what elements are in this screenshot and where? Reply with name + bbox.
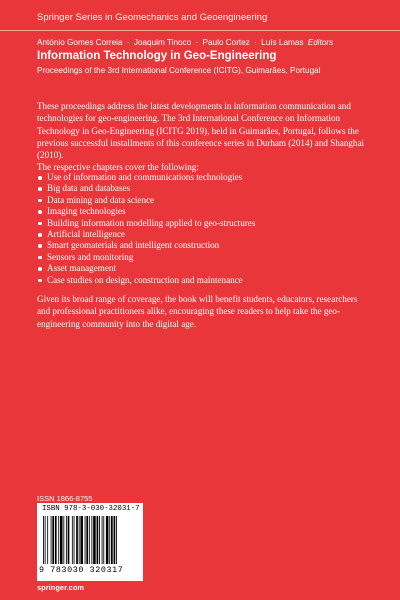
barcode-bar	[43, 516, 44, 564]
barcode-bar	[102, 516, 103, 564]
barcode-bar	[72, 516, 73, 564]
barcode-bar	[93, 516, 96, 564]
editor-separator: ·	[195, 38, 199, 47]
topic-item: Big data and databases	[37, 183, 255, 194]
barcode-bar	[60, 516, 63, 564]
barcode-box	[37, 503, 143, 581]
barcode-bar	[47, 516, 48, 564]
barcode-bar	[86, 516, 88, 564]
barcode-bar	[79, 516, 80, 564]
topic-item: Imaging technologies	[37, 206, 255, 217]
barcode-bar	[58, 516, 59, 564]
barcode-bar	[63, 516, 64, 564]
topic-item: Case studies on design, construction and maintenance	[37, 275, 255, 286]
issn-label: ISSN 1866-8755	[37, 494, 93, 503]
editor-name: Joaquim Tinoco	[133, 38, 192, 47]
barcode-bar	[109, 516, 110, 564]
editor-name: Luís Lamas	[261, 38, 304, 47]
barcode-number: 9 783030 320317	[39, 565, 124, 575]
barcode-bar	[116, 516, 117, 564]
topic-list	[37, 172, 255, 286]
barcode-bar	[103, 516, 104, 564]
editor-name: Paulo Cortez	[202, 38, 250, 47]
editor-name: António Gomes Correia	[37, 38, 123, 47]
topic-item: Artificial intelligence	[37, 229, 255, 240]
topic-item: Smart geomaterials and intelligent construction	[37, 240, 255, 251]
barcode-bar	[99, 516, 100, 564]
publisher-website: springer.com	[37, 583, 85, 592]
closing-paragraph: Given its broad range of coverage, the book will benefit students, educators, researchers and professional practitioners alike, encouraging these readers to help take the geo-engineering community into the digital age.	[37, 294, 358, 329]
topic-item: Asset management	[37, 263, 255, 274]
topic-item: Building information modelling applied to geo-structures	[37, 218, 255, 229]
barcode-bar	[68, 516, 70, 564]
barcode-bar	[66, 516, 67, 564]
barcode-bar	[52, 516, 54, 564]
barcode-bar	[97, 516, 99, 564]
barcode-bar	[85, 516, 86, 564]
barcode-bar	[91, 516, 92, 564]
barcode-bar	[111, 516, 113, 564]
book-title: Information Technology in Geo-Engineering	[37, 50, 277, 62]
editor-separator: ·	[254, 38, 257, 47]
topic-item: Data mining and data science	[37, 195, 255, 206]
series-title: Springer Series in Geomechanics and Geoengineering	[37, 12, 268, 23]
barcode-bar	[80, 516, 83, 564]
header-divider	[0, 30, 400, 31]
barcode-bar	[89, 516, 90, 564]
barcode-bar	[106, 516, 109, 564]
editors-line	[37, 38, 333, 47]
topic-item: Use of information and communications technologies	[37, 172, 255, 183]
barcode-bar	[45, 516, 46, 564]
editor-separator: ·	[126, 38, 130, 47]
barcode-bar	[51, 516, 52, 564]
barcode-bar	[74, 516, 75, 564]
barcode-bar	[114, 516, 116, 564]
intro-paragraph: These proceedings address the latest developments in information communication and technologies for geo-engineering. The 3rd International Conference on Information Technology in Geo-Engineering (ICITG 2019), held in Guimarães, Portugal, follows the previous successful installments of this conference series in Durham (2014) and Shanghai (2010).	[37, 101, 365, 161]
chapters-intro: The respective chapters cover the following:	[37, 162, 199, 172]
barcode-bar	[76, 516, 78, 564]
editors-role: Editors	[307, 38, 334, 47]
book-subtitle: Proceedings of the 3rd International Conference (ICITG), Guimarães, Portugal	[37, 66, 321, 75]
topic-item: Sensors and monitoring	[37, 252, 255, 263]
barcode-bars	[41, 516, 139, 564]
isbn-label: ISBN 978-3-030-32031-7	[42, 505, 140, 513]
barcode-bar	[55, 516, 57, 564]
